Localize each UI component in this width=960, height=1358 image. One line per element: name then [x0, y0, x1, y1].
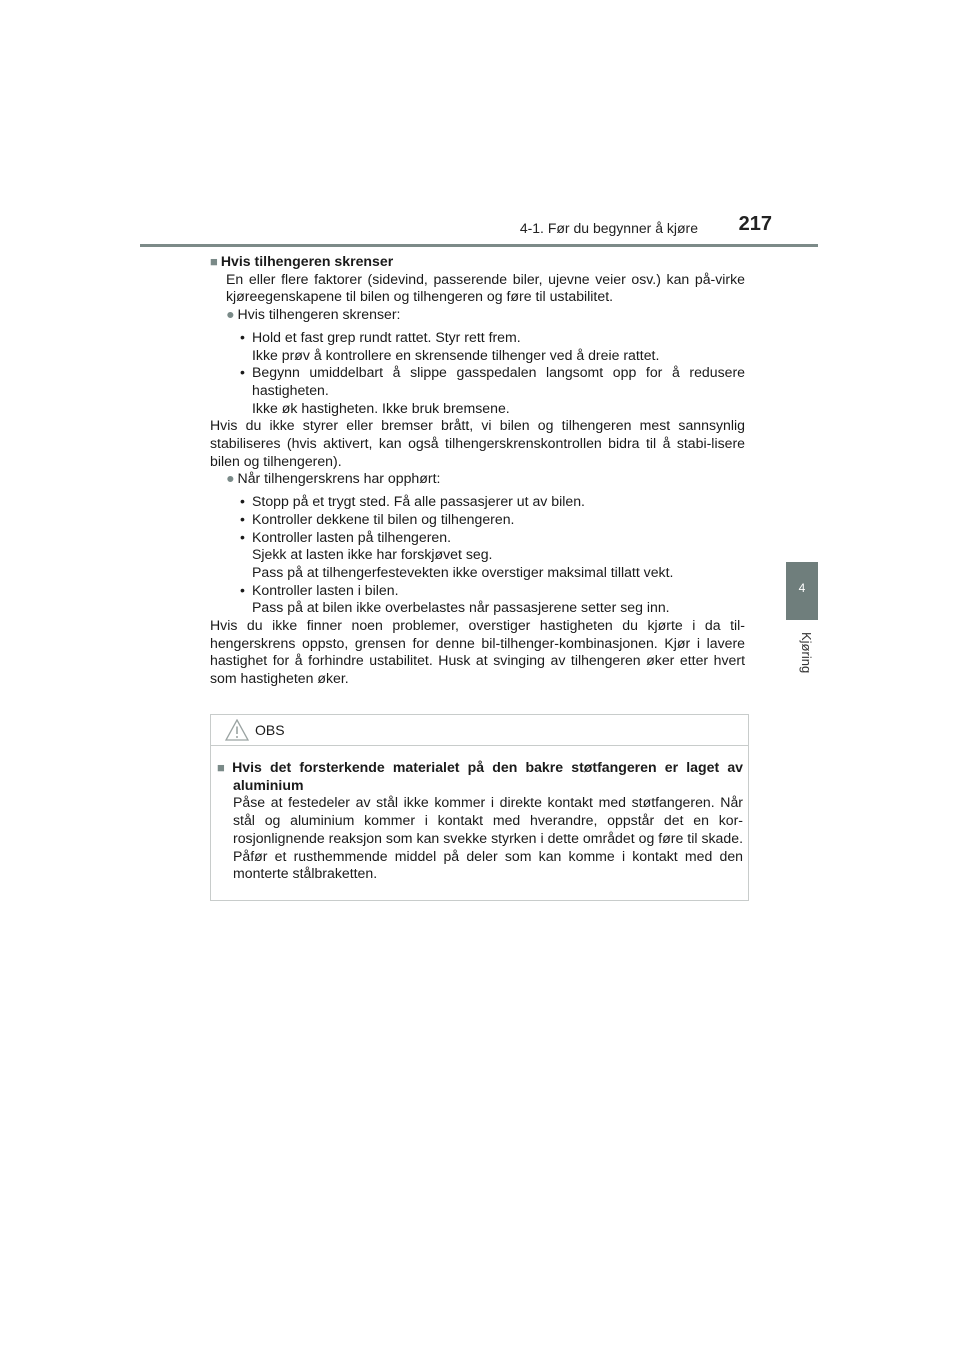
warning-heading-text: Hvis det forsterkende materialet på den bakre støtfangeren er laget av aluminium — [232, 759, 743, 793]
bullet-dot-icon: • — [240, 510, 245, 527]
bullet-list-2 — [210, 493, 745, 617]
subheading-1-text: Hvis tilhengeren skrenser: — [237, 306, 401, 323]
section-heading-text: Hvis tilhengeren skrenser — [220, 253, 394, 269]
list-item-text: Kontroller lasten i bilen. — [252, 581, 399, 598]
warning-title: OBS — [255, 722, 285, 738]
warning-body — [217, 759, 743, 883]
list-item-continuation: Pass på at tilhengerfestevekten ikke overstiger maksimal tillatt vekt. — [252, 563, 674, 580]
paragraph-after-list-1: Hvis du ikke styrer eller bremser brått, vi bilen og tilhengeren mest sannsynlig stabiliseres (hvis aktivert, kan også tilhengerskrenskontrollen bidra til å stabi-lisere bilen og tilhengeren). — [210, 417, 745, 469]
bullet-dot-icon: • — [240, 328, 245, 345]
list-item — [236, 582, 745, 617]
chapter-tab-label: Kjøring — [799, 632, 814, 674]
warning-header — [211, 715, 748, 746]
list-item-continuation: Pass på at bilen ikke overbelastes når passasjerene setter seg inn. — [252, 599, 670, 616]
chapter-tab — [786, 562, 818, 620]
list-item — [236, 529, 745, 582]
list-item-continuation: Sjekk at lasten ikke har forskjøvet seg. — [252, 546, 493, 563]
list-item-text: Kontroller lasten på tilhengeren. — [252, 528, 452, 545]
warning-text: Påse at festedeler av stål ikke kommer i direkte kontakt med støtfangeren. Når stål og aluminium kommer i kontakt med hverandre, oppstår det en kor-rosjonlignende reaksjon som kan svekke styrken i dette området og føre til skade. Påfør et rusthemmende middel på deler som kan komme i kontakt med den monterte stålbraketten. — [233, 794, 743, 882]
list-item-text: Kontroller dekkene til bilen og tilhengeren. — [252, 510, 515, 527]
bullet-dot-icon: • — [240, 364, 245, 381]
circle-bullet-icon: ● — [226, 470, 235, 487]
subheading-1 — [210, 306, 745, 324]
list-item — [236, 493, 745, 511]
intro-paragraph: En eller flere faktorer (sidevind, passerende biler, ujevne veier osv.) kan på-virke kjøreegenskapene til bilen og tilhengeren og føre til ustabilitet. — [226, 270, 745, 305]
paragraph-after-list-2: Hvis du ikke finner noen problemer, overstiger hastigheten du kjørte i da til-hengerskrens oppsto, grensen for denne bil-tilhenger-kombinasjonen. Kjør i lavere hastighet for å forhindre ustabilitet. Husk at svinging av tilhengeren øker etter hvert som hastigheten øker. — [210, 617, 745, 687]
list-item — [236, 329, 745, 364]
circle-bullet-icon: ● — [226, 306, 235, 323]
page-header — [140, 212, 818, 248]
list-item-continuation: Ikke øk hastigheten. Ikke bruk bremsene. — [252, 399, 510, 416]
page-number: 217 — [738, 213, 772, 235]
list-item-text: Hold et fast grep rundt rattet. Styr rett frem. — [252, 328, 521, 345]
bullet-list-1 — [210, 329, 745, 418]
list-item-text: Begynn umiddelbart å slippe gasspedalen langsomt opp for å redusere hastigheten. — [252, 364, 745, 398]
warning-triangle-icon — [225, 719, 249, 741]
subheading-2-text: Når tilhengerskrens har opphørt: — [237, 470, 441, 487]
square-bullet-icon: ■ — [210, 254, 218, 269]
list-item-continuation: Ikke prøv å kontrollere en skrensende tilhenger ved å dreie rattet. — [252, 346, 660, 363]
list-item — [236, 511, 745, 529]
subheading-2 — [210, 470, 745, 488]
warning-box — [210, 714, 749, 901]
bullet-dot-icon: • — [240, 493, 245, 510]
square-bullet-icon: ■ — [217, 760, 230, 775]
warning-heading — [217, 759, 743, 794]
header-section-title: 4-1. Før du begynner å kjøre — [519, 220, 698, 236]
main-content — [210, 253, 745, 688]
bullet-dot-icon: • — [240, 581, 245, 598]
list-item — [236, 364, 745, 417]
chapter-tab-number: 4 — [798, 581, 806, 595]
header-rule — [140, 244, 818, 247]
section-heading — [210, 253, 745, 271]
bullet-dot-icon: • — [240, 528, 245, 545]
list-item-text: Stopp på et trygt sted. Få alle passasjerer ut av bilen. — [252, 493, 585, 510]
